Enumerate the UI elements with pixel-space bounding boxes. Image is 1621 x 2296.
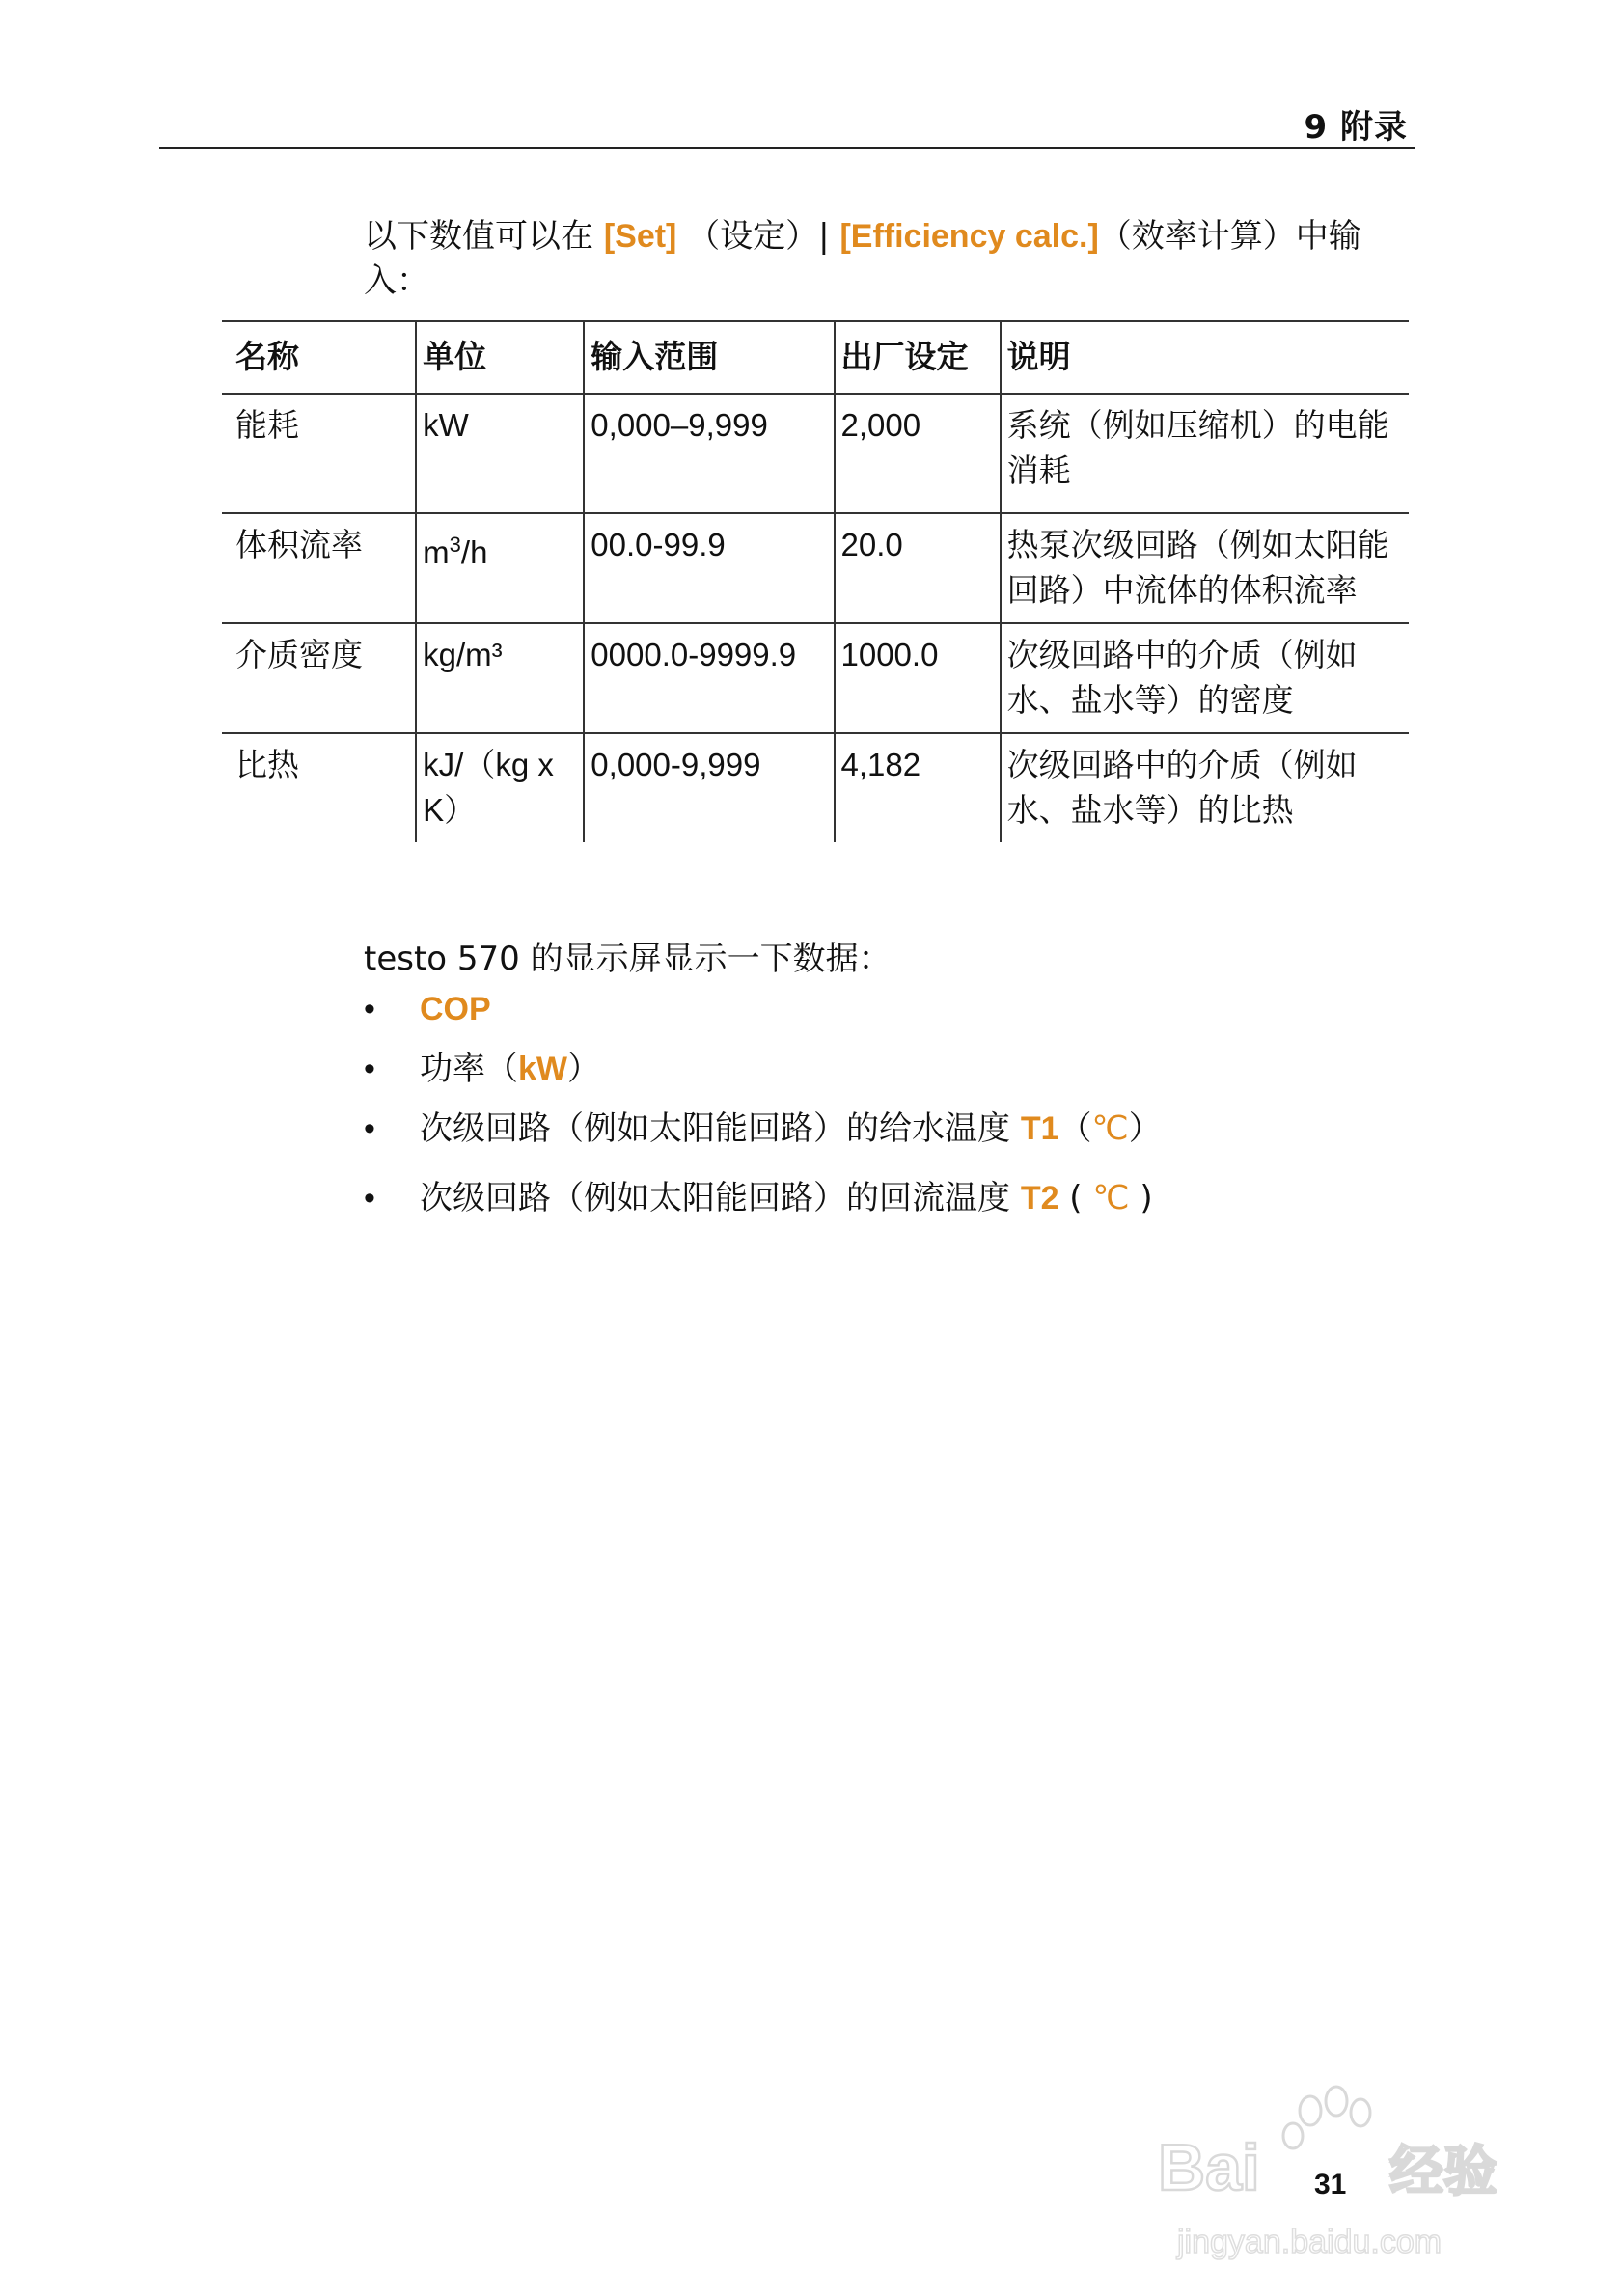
cell-description: 次级回路中的介质（例如水、盐水等）的比热 bbox=[1001, 733, 1409, 842]
paw-pad-3 bbox=[1351, 2099, 1370, 2126]
header-range: 输入范围 bbox=[584, 321, 834, 394]
cell-name: 体积流率 bbox=[222, 513, 416, 623]
parameter-table bbox=[222, 320, 1409, 842]
unit-tail: /h bbox=[460, 534, 488, 570]
table-row bbox=[222, 513, 1409, 623]
list-item bbox=[364, 990, 1162, 1028]
t2-label: 次级回路（例如太阳能回路）的回流温度 bbox=[420, 1179, 1021, 1217]
cell-description: 热泵次级回路（例如太阳能回路）中流体的体积流率 bbox=[1001, 513, 1409, 623]
cell-range: 0000.0-9999.9 bbox=[584, 623, 834, 733]
page-number: 31 bbox=[1314, 2169, 1347, 2200]
intro-text-1: 以下数值可以在 bbox=[364, 217, 604, 256]
t2-paren-close: ) bbox=[1129, 1179, 1153, 1217]
list-item bbox=[364, 1179, 1162, 1217]
cell-name: 比热 bbox=[235, 746, 299, 783]
intro-paragraph bbox=[364, 214, 1406, 303]
t1-paren-close: ） bbox=[1128, 1109, 1162, 1148]
list-item bbox=[364, 1050, 1162, 1088]
set-menu-label: [Set] bbox=[603, 218, 677, 255]
t1-name: T1 bbox=[1020, 1110, 1059, 1147]
table-header-row bbox=[222, 321, 1409, 394]
t1-unit: ℃ bbox=[1091, 1110, 1129, 1147]
t1-paren-open: （ bbox=[1058, 1109, 1092, 1148]
t2-unit: ℃ bbox=[1092, 1180, 1130, 1216]
cell-default: 20.0 bbox=[835, 513, 1001, 623]
cell-name: 介质密度 bbox=[222, 623, 416, 733]
unit-base: m bbox=[423, 534, 450, 570]
header-default: 出厂设定 bbox=[835, 321, 1001, 394]
t2-name: T2 bbox=[1020, 1180, 1059, 1216]
list-item bbox=[364, 1109, 1162, 1148]
cell-unit: kJ/（kg x K） bbox=[416, 733, 584, 842]
cell-name: 能耗 bbox=[222, 394, 416, 513]
cell-default: 4,182 bbox=[835, 733, 1001, 842]
table-row bbox=[222, 623, 1409, 733]
cell-range: 0,000-9,999 bbox=[584, 733, 834, 842]
page-header bbox=[159, 93, 1415, 149]
cop-label: COP bbox=[420, 991, 491, 1027]
display-intro: testo 570 的显示屏显示一下数据： bbox=[364, 940, 892, 978]
cell-default: 2,000 bbox=[835, 394, 1001, 513]
header-description: 说明 bbox=[1001, 321, 1409, 394]
paw-pad-4 bbox=[1283, 2123, 1303, 2148]
display-values-list bbox=[364, 990, 1162, 1239]
unit-superscript: 3 bbox=[449, 533, 461, 557]
table-row bbox=[222, 733, 1409, 842]
cell-range: 00.0-99.9 bbox=[584, 513, 834, 623]
t2-paren-open: ( bbox=[1058, 1179, 1093, 1217]
watermark-url: jingyan.baidu.com bbox=[1177, 2224, 1442, 2260]
cell-default: 1000.0 bbox=[835, 623, 1001, 733]
intro-text-3: （效率计算）中输入： bbox=[364, 217, 1361, 300]
efficiency-menu-label: [Efficiency calc.] bbox=[839, 218, 1099, 255]
table-row bbox=[222, 394, 1409, 513]
baidu-jingyan-watermark bbox=[1139, 2074, 1544, 2267]
cell-unit bbox=[416, 513, 584, 623]
power-close: ） bbox=[567, 1050, 600, 1088]
cell-unit: kW bbox=[416, 394, 584, 513]
cell-description: 系统（例如压缩机）的电能消耗 bbox=[1001, 394, 1409, 513]
cell-range: 0,000–9,999 bbox=[584, 394, 834, 513]
power-unit: kW bbox=[518, 1051, 567, 1087]
watermark-brand: Bai bbox=[1158, 2131, 1260, 2204]
paw-pad-2 bbox=[1326, 2087, 1347, 2116]
header-name: 名称 bbox=[222, 321, 416, 394]
watermark-brand-cn: 经验 bbox=[1389, 2141, 1497, 2203]
cell-unit: kg/m³ bbox=[416, 623, 584, 733]
t1-label: 次级回路（例如太阳能回路）的给水温度 bbox=[420, 1109, 1021, 1148]
paw-pad-1 bbox=[1300, 2096, 1321, 2125]
power-label: 功率（ bbox=[420, 1050, 518, 1088]
cell-description: 次级回路中的介质（例如水、盐水等）的密度 bbox=[1001, 623, 1409, 733]
chapter-title: 9 附录 bbox=[1304, 108, 1408, 147]
header-unit: 单位 bbox=[416, 321, 584, 394]
intro-text-2: （设定）| bbox=[676, 217, 840, 256]
